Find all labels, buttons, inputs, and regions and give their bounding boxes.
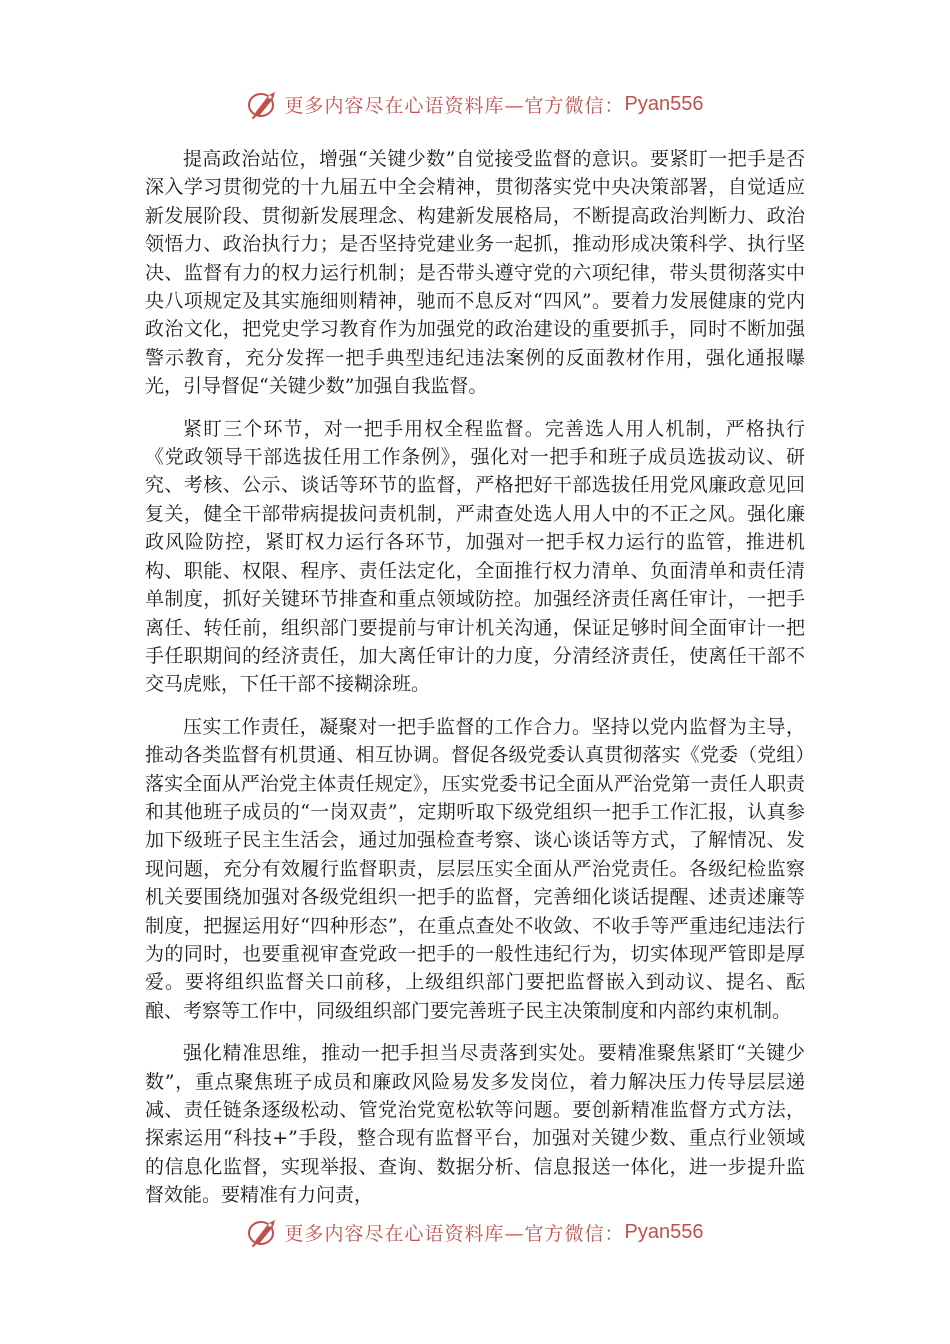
footer-banner: [0, 1212, 950, 1252]
article-body: [145, 145, 805, 1224]
paragraph: 提高政治站位，增强“关键少数”自觉接受监督的意识。要紧盯一把手是否深入学习贯彻党的十九届五中全会精神，贯彻落实党中央决策部署，自觉适应新发展阶段、贯彻新发展理念、构建新发展格局，不断提高政治判断力、政治领悟力、政治执行力；是否坚持党建业务一起抓，推动形成决策科学、执行坚决、监督有力的权力运行机制；是否带头遵守党的六项纪律，带头贯彻落实中央八项规定及其实施细则精神，驰而不息反对“四风”。要着力发展健康的党内政治文化，把党史学习教育作为加强党的政治建设的重要抓手，同时不断加强警示教育，充分发挥一把手典型违纪违法案例的反面教材作用，强化通报曝光，引导督促“关键少数”加强自我监督。: [145, 148, 805, 398]
banner-text: 更多内容尽在心语资料库—官方微信：: [284, 1222, 625, 1245]
paragraph: 紧盯三个环节，对一把手用权全程监督。完善选人用人机制，严格执行《党政领导干部选拔任用工作条例》，强化对一把手和班子成员选拔动议、研究、考核、公示、谈话等环节的监督，严格把好干部选拔任用党风廉政意见回复关，健全干部带病提拔问责机制，严肃查处选人用人中的不正之风。强化廉政风险防控，紧盯权力运行各环节，加强对一把手权力运行的监管，推进机构、职能、权限、程序、责任法定化，全面推行权力清单、负面清单和责任清单制度，抓好关键环节排查和重点领域防控。加强经济责任离任审计，一把手离任、转任前，组织部门要提前与审计机关沟通，保证足够时间全面审计一把手任职期间的经济责任，加大离任审计的力度，分清经济责任，使离任干部不交马虎账，下任干部不接糊涂班。: [145, 417, 805, 696]
pen-nib-logo-icon: [247, 1217, 281, 1247]
banner-wechat-id: Pyan556: [624, 92, 704, 115]
paragraph: 强化精准思维，推动一把手担当尽责落到实处。要精准聚焦紧盯“关键少数”，重点聚焦班子成员和廉政风险易发多发岗位，着力解决压力传导层层递减、责任链条逐级松动、管党治党宽松软等问题。要创新精准监督方式方法，探索运用“科技+”手段，整合现有监督平台，加强对关键少数、重点行业领域的信息化监督，实现举报、查询、数据分析、信息报送一体化，进一步提升监督效能。要精准有力问责，: [145, 1042, 805, 1207]
header-banner: [0, 84, 950, 124]
paragraph: 压实工作责任，凝聚对一把手监督的工作合力。坚持以党内监督为主导，推动各类监督有机贯通、相互协调。督促各级党委认真贯彻落实《党委（党组）落实全面从严治党主体责任规定》，压实党委书记全面从严治党第一责任人职责和其他班子成员的“一岗双责”，定期听取下级党组织一把手工作汇报，认真参加下级班子民主生活会，通过加强检查考察、谈心谈话等方式，了解情况、发现问题，充分有效履行监督职责，层层压实全面从严治党责任。各级纪检监察机关要围绕加强对各级党组织一把手的监督，完善细化谈话提醒、述责述廉等制度，把握运用好“四种形态”，在重点查处不收敛、不收手等严重违纪违法行为的同时，也要重视审查党政一把手的一般性违纪行为，切实体现严管即是厚爱。要将组织监督关口前移，上级组织部门要把监督嵌入到动议、提名、酝酿、考察等工作中，同级组织部门要完善班子民主决策制度和内部约束机制。: [145, 715, 805, 1022]
banner-text: 更多内容尽在心语资料库—官方微信：: [284, 94, 625, 117]
pen-nib-logo-icon: [247, 89, 281, 119]
banner-wechat-id: Pyan556: [624, 1220, 704, 1243]
